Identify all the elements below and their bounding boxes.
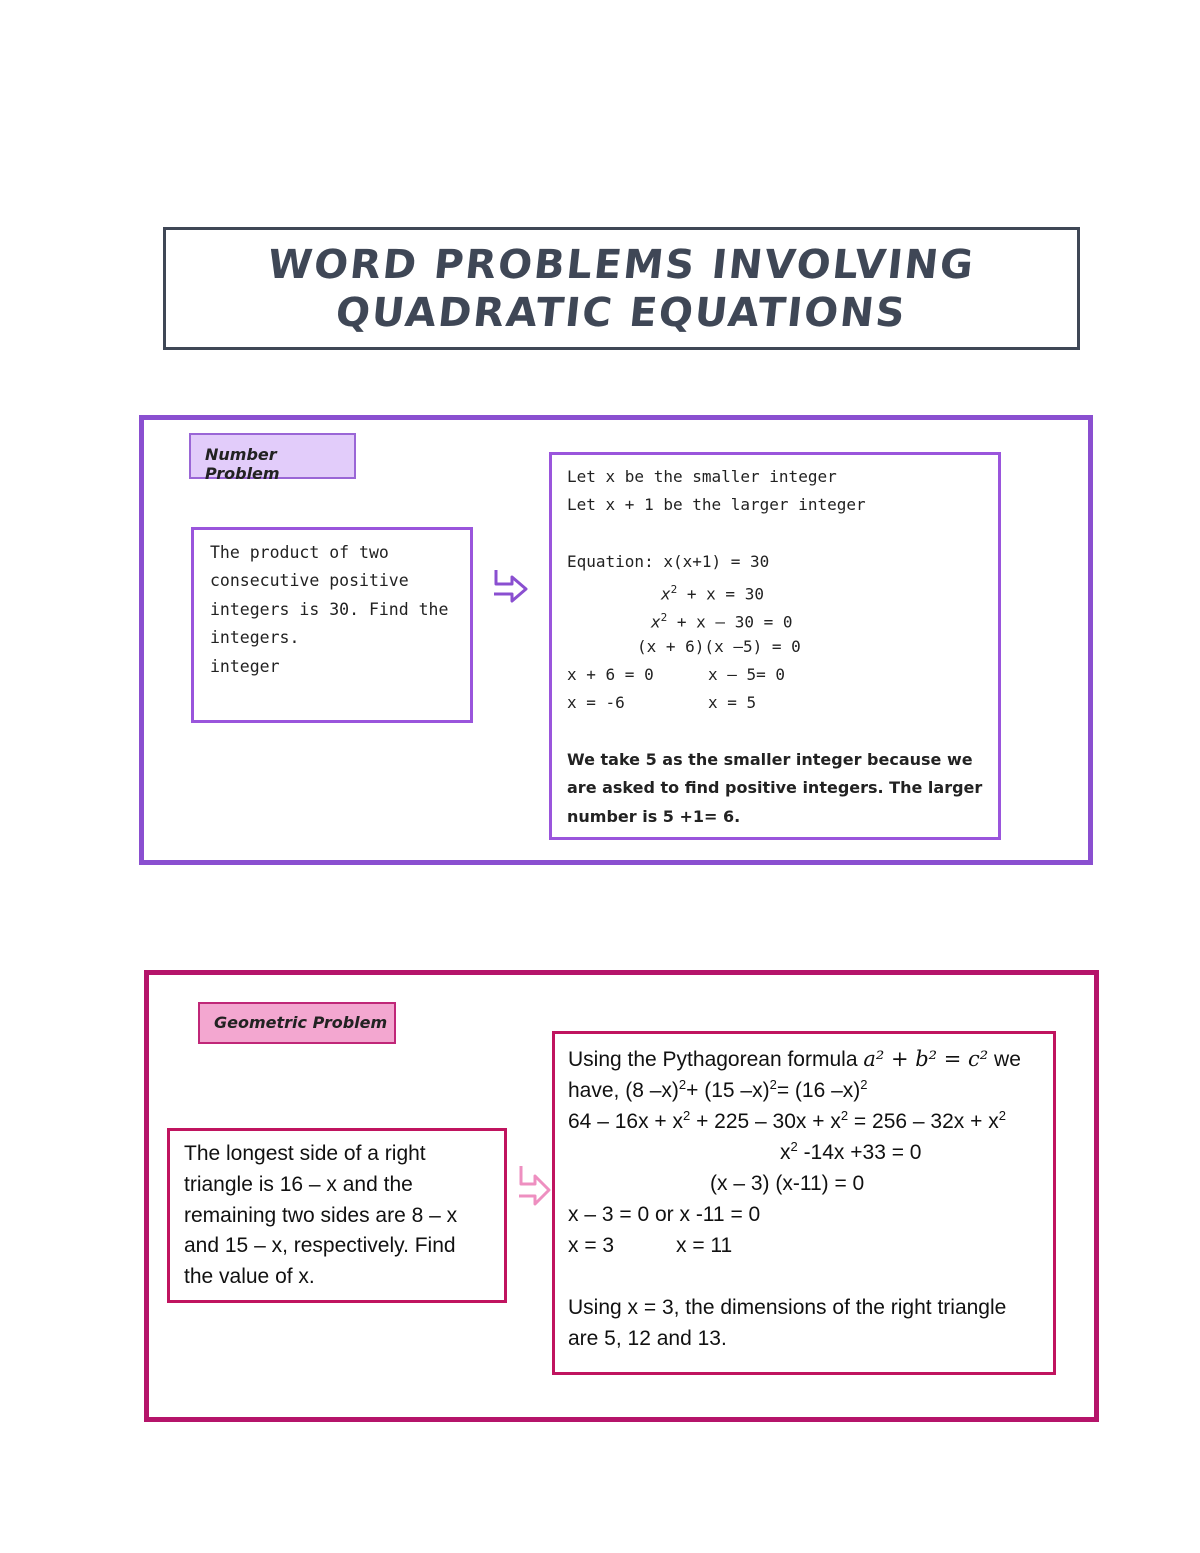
title-line-1: WORD PROBLEMS INVOLVING — [265, 241, 978, 288]
arrow-right-icon — [513, 1160, 557, 1210]
question-line: The longest side of a right — [184, 1142, 426, 1165]
question-line: consecutive positive — [210, 571, 409, 591]
number-problem-question — [191, 527, 473, 723]
title-box — [163, 227, 1080, 350]
question-line: triangle is 16 – x and the — [184, 1172, 413, 1196]
equation-step-3: $x^2 + x - 30 = 0$ — [651, 611, 793, 632]
root-right: x – 5= 0 — [708, 665, 786, 685]
pythagorean-substitution: have, (8 –x)$^2$+ (15 –x)$^2$= (16 –x)$^2$ — [568, 1077, 868, 1102]
conclusion-line: number is 5 +1= 6. — [567, 806, 741, 826]
root-right: x = 5 — [708, 693, 757, 713]
root-left: x = -6 — [567, 693, 625, 713]
root-right: x = 11 — [676, 1234, 733, 1257]
simplified-equation: $x^2$ -14x +33 = 0 — [780, 1139, 922, 1164]
factored-equation: (x – 3) (x-11) = 0 — [710, 1172, 865, 1195]
pythagorean-intro: Using the Pythagorean formula a² + b² = c² we — [568, 1047, 1021, 1071]
number-problem-tag: Number Problem — [189, 433, 356, 479]
roots-equation: x – 3 = 0 or x -11 = 0 — [568, 1203, 761, 1226]
question-line: integer — [210, 656, 280, 676]
conclusion-line: We take 5 as the smaller integer because we — [567, 749, 973, 769]
root-left: x = 3 — [568, 1234, 615, 1257]
number-problem-solution — [549, 452, 1001, 840]
pythagorean-formula: a² + b² = c² — [863, 1047, 989, 1071]
title-line-2: QUADRATIC EQUATIONS — [333, 289, 910, 336]
question-line: remaining two sides are 8 – x — [184, 1203, 458, 1227]
geometric-problem-solution — [552, 1031, 1056, 1375]
equation-factored: (x + 6)(x –5) = 0 — [637, 636, 801, 656]
question-line: and 15 – x, respectively. Find — [184, 1234, 456, 1258]
conclusion-line: are asked to find positive integers. The larger — [567, 778, 983, 798]
let-larger: Let x + 1 be the larger integer — [567, 495, 866, 515]
roots-row-2 — [567, 689, 998, 717]
equation-label: Equation: x(x+1) = 30 — [567, 551, 770, 571]
expanded-equation: $64 - 16x + x^2 + 225 - 30x + x^2 = 256 - 32x + x^2$ — [568, 1108, 1006, 1133]
conclusion-line: Using x = 3, the dimensions of the right triangle — [568, 1296, 1007, 1319]
question-line: integers. — [210, 628, 300, 648]
question-line: integers is 30. Find the — [210, 599, 449, 619]
let-smaller: Let x be the smaller integer — [567, 467, 837, 486]
arrow-right-icon — [488, 562, 532, 606]
roots-row-1 — [567, 661, 998, 689]
equation-step-2: $x^2 + x = 30$ — [661, 583, 764, 604]
conclusion-line: are 5, 12 and 13. — [568, 1327, 727, 1350]
geometric-problem-question — [167, 1128, 507, 1303]
roots-values — [568, 1230, 1053, 1261]
question-line: The product of two — [210, 543, 389, 562]
root-left: x + 6 = 0 — [567, 665, 654, 685]
question-line: the value of x. — [184, 1265, 315, 1289]
geometric-problem-tag: Geometric Problem — [198, 1002, 396, 1044]
